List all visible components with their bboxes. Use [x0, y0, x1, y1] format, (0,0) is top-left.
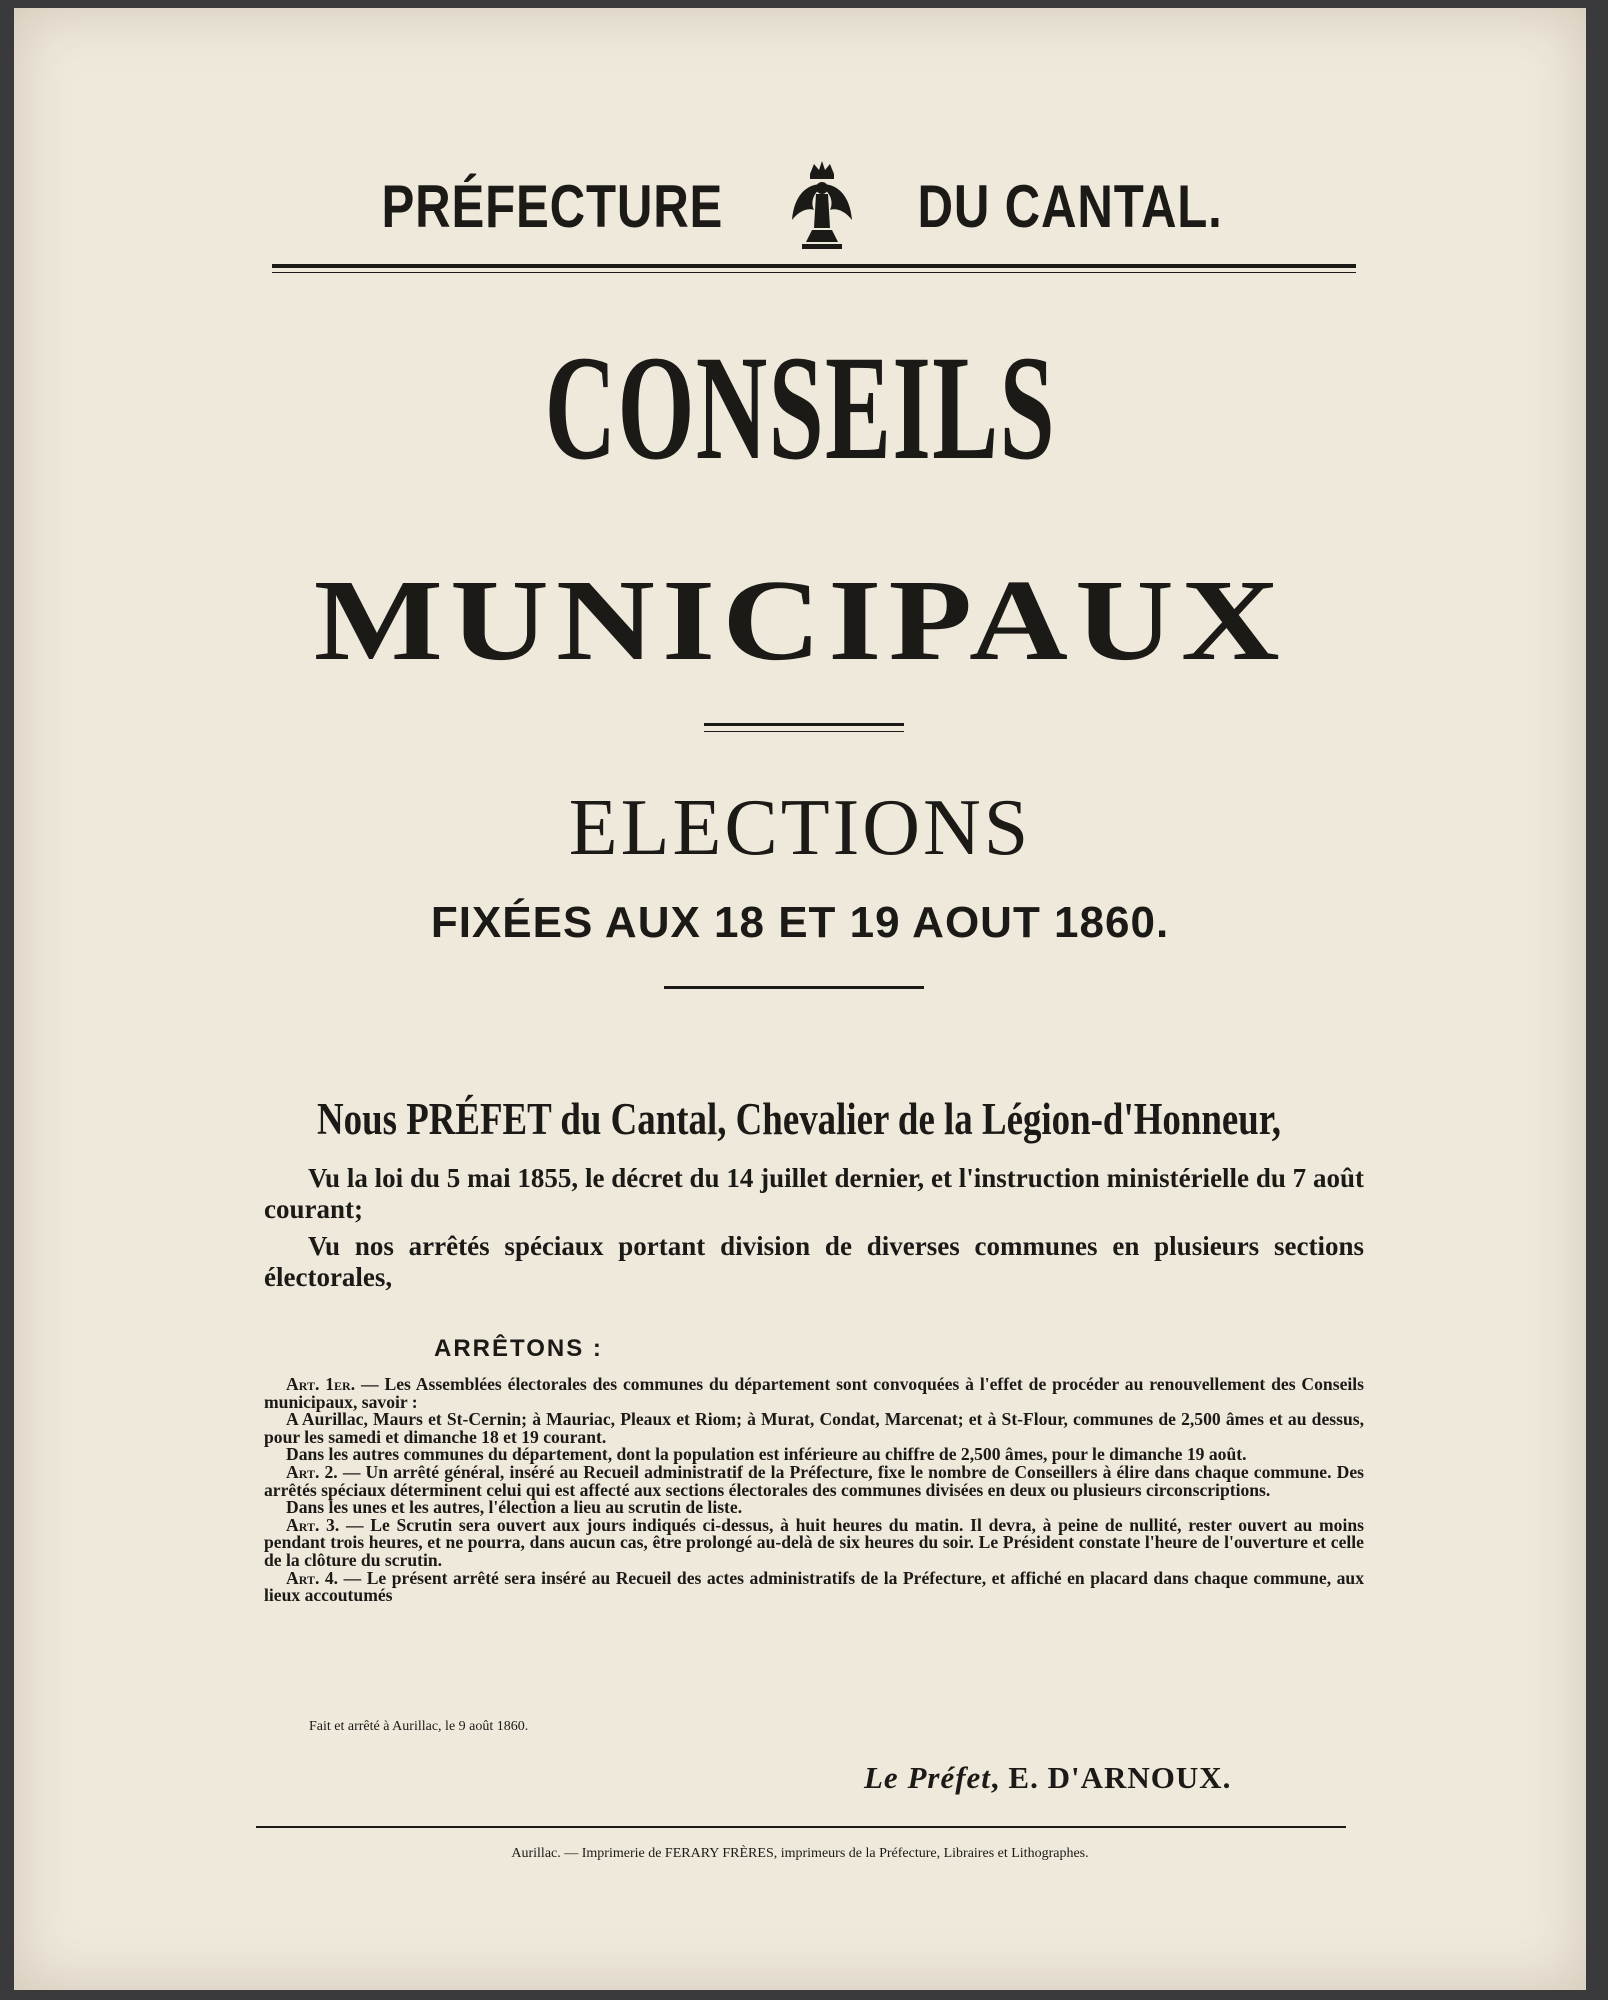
vu-paragraph-1: Vu la loi du 5 mai 1855, le décret du 14 juillet dernier, et l'instruction ministérielle du 7 août courant; — [264, 1163, 1364, 1224]
signature — [864, 1760, 1231, 1796]
article-2-text: — Un arrêté général, inséré au Recueil administratif de la Préfecture, fixe le nombre de Conseillers à élire dans chaque commune. Des arrêtés spéciaux déterminent celui qui est affecté aux sections électorales des communes divisées en deux ou plusieurs circonscriptions. — [264, 1461, 1364, 1500]
title-dates: FIXÉES AUX 18 ET 19 AOUT 1860. — [430, 898, 1170, 947]
footer-divider — [256, 1826, 1346, 1828]
title-municipaux: MUNICIPAUX — [313, 557, 1287, 685]
title-divider-thin — [704, 731, 904, 732]
vu-paragraph-2: Vu nos arrêtés spéciaux portant division de diverses communes en plusieurs sections électorales, — [264, 1231, 1364, 1292]
articles — [264, 1376, 1364, 1605]
article-1-paragraph-2: A Aurillac, Maurs et St-Cernin; à Mauriac, Pleaux et Riom; à Murat, Condat, Marcenat; et à St-Flour, communes de 2,500 âmes et au dessus, pour les samedi et dimanche 18 et 19 courant. — [264, 1409, 1364, 1447]
header-left: PRÉFECTURE — [381, 172, 723, 240]
article-3 — [264, 1514, 1364, 1570]
article-1-paragraph-3: Dans les autres communes du département, dont la population est inférieure au chiffre de 2,500 âmes, pour le dimanche 19 août. — [286, 1444, 1247, 1465]
article-2 — [264, 1461, 1364, 1500]
header — [14, 158, 1586, 254]
article-4-label: Art. 4. — [286, 1567, 339, 1588]
printer-imprint: Aurillac. — Imprimerie de FERARY FRÈRES, imprimeurs de la Préfecture, Libraires et Lithographes. — [511, 1846, 1089, 1861]
poster — [14, 8, 1586, 1990]
header-divider — [272, 264, 1356, 268]
preamble — [264, 1163, 1364, 1299]
fait-line: Fait et arrêté à Aurillac, le 9 août 1860. — [309, 1719, 529, 1734]
article-3-label: Art. 3. — [286, 1514, 340, 1535]
title-divider — [704, 723, 904, 726]
signature-role: Le Préfet — [864, 1760, 991, 1795]
title-elections: ELECTIONS — [568, 784, 1032, 872]
article-1 — [264, 1376, 1364, 1411]
article-3-text: — Le Scrutin sera ouvert aux jours indiqués ci-dessus, à huit heures du matin. Il devra, à peine de nullité, rester ouvert au moins pendant trois heures, et ne pourra, dans aucun cas, être prolongé au-delà de six heures du soir. Le Président constate l'heure de l'ouverture et celle de la clôture du scrutin. — [264, 1514, 1364, 1570]
article-2-paragraph-2: Dans les unes et les autres, l'élection a lieu au scrutin de liste. — [286, 1497, 743, 1518]
header-right: DU CANTAL. — [917, 172, 1223, 240]
imperial-eagle-icon — [786, 158, 858, 254]
arretons-heading: ARRÊTONS : — [434, 1335, 603, 1362]
article-1-text: — Les Assemblées électorales des communes du département sont convoquées à l'effet de procéder au renouvellement des Conseils municipaux, savoir : — [264, 1374, 1365, 1412]
title-conseils: CONSEILS — [544, 325, 1056, 491]
signature-name: , E. D'ARNOUX. — [990, 1760, 1232, 1795]
article-2-label: Art. 2. — [286, 1461, 338, 1482]
article-4-text: — Le présent arrêté sera inséré au Recueil des actes administratifs de la Préfecture, et affiché en placard dans chaque commune, aux lieux accoutumés — [264, 1567, 1365, 1606]
dates-divider — [664, 986, 924, 989]
prefet-heading: Nous PRÉFET du Cantal, Chevalier de la Légion-d'Honneur, — [317, 1094, 1282, 1144]
article-1-label: Art. 1er. — [286, 1374, 356, 1394]
article-4 — [264, 1567, 1365, 1606]
header-divider-thin — [272, 272, 1356, 273]
